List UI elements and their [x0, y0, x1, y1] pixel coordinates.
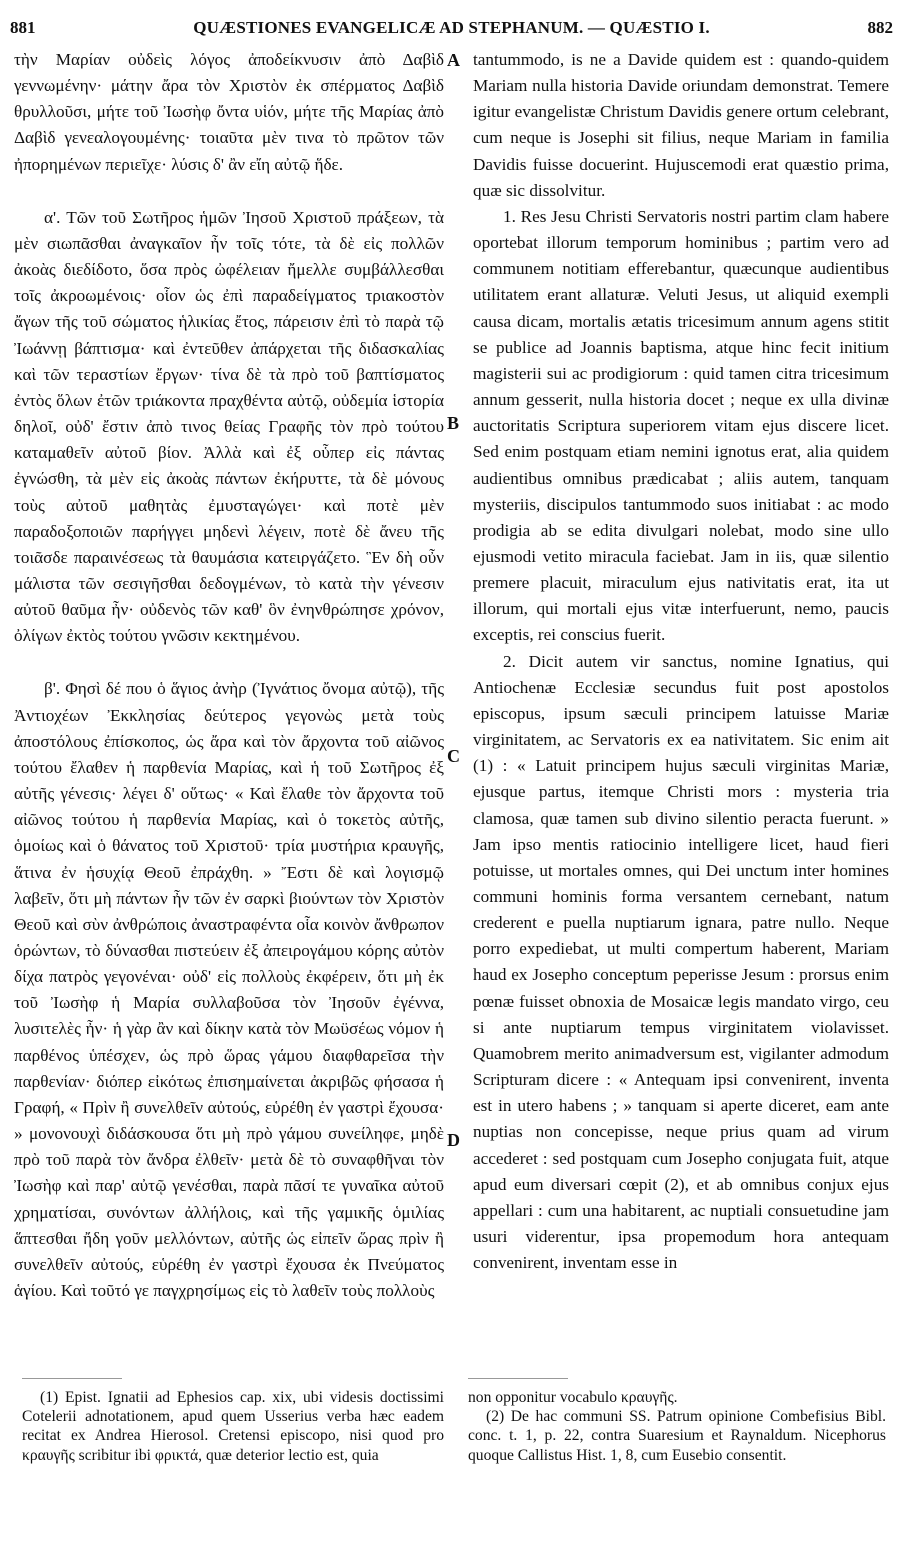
- latin-paragraph: 1. Res Jesu Christi Servatoris nostri partim clam habere oportebat illorum temporum hominibus ; partim vero ad communem notitiam efferebantur, quæcunque audientibus utilitatem erant allaturæ. Veluti Jesus, ut aliquid exempli causa dicam, mortalis ætatis tricesimum annum agens stitit se publice ad Joannis baptisma, atque hinc fecit initium magisterii sui ac prodigiorum : quid tamen citra tricesimum annum gesserit, nulla historia docet ; neque ex ulla divinæ auctoritatis Scriptura superiorem vitam ejus discere licet. Sed enim postquam etiam nemini ignotus erat, alia quidem audientibus omnibus prædicabat ; aliis autem, tanquam mysteriis, discipulos tantummodo suos initiabat : ac modo prodigia ab se edita divulgari nolebat, modo sine ullo ejusmodi vetito miracula faciebat. Jam in iis, quæ silentio premere placuit, miraculum ejus nativitatis erat, ita ut illorum, qui mortali ejus vitæ interfuerunt, nemo, paucis exceptis, rei conscius fuerit.: [473, 206, 889, 645]
- greek-paragraph: α'. Τῶν τοῦ Σωτῆρος ἡμῶν Ἰησοῦ Χριστοῦ πράξεων, τὰ μὲν σιωπᾶσθαι ἀναγκαῖον ἦν τοῖς τότε, τὰ δὲ εἰς πολλῶν ἀκοὰς διεδίδοτο, ὅσα πρὸς ὠφέλειαν ἤμελλε συμβάλλεσθαι τοῖς ἀκροωμένοις· οἷον ὡς ἐπὶ παραδείγματος τριακοστὸν ἄγων τῆς τοῦ σώματος ἡλικίας ἔτος, πάρεισιν ἐπὶ τὸ παρὰ τῷ Ἰωάννῃ βάπτισμα· καὶ ἐντεῦθεν ἀπάρχεται τῆς διδασκαλίας καὶ τῶν τεραστίων ἔργων· τίνα δὲ τὰ πρὸ τοῦ βαπτίσματος ἐντὸς ὅλων ἐτῶν τριάκοντα πραχθέντα αὐτῷ, οὐδεμία ἱστορία δηλοῖ, οὐδ' ἔστιν ἀπὸ τινος θείας Γραφῆς τὸν πρὸ τούτου καταμαθεῖν αὐτοῦ βίον. Ἀλλὰ καὶ ἐξ οὗπερ εἰς πάντας ἐγνώσθη, τὰ μὲν εἰς ἀκοὰς πάντων ἐκήρυττε, τὰ δὲ μόνους τοὺς αὐτοῦ μαθητὰς ἐμυσταγώγει· καὶ ποτὲ μὲν παραδοξοποιῶν παρήγγει μηδενὶ λέγειν, ποτὲ δὲ ἄνευ τῆς τοιᾶσδε παραινέσεως τὰ θαυμάσια κατειργάζετο. Ἓν δὴ οὖν μάλιστα τῶν σεσιγῆσθαι δεδογμένων, τὸ κατὰ τὴν γένεσιν αὐτοῦ θαῦμα ἦν· οὐδενὸς τῶν καθ' ὃν ἐνηνθρώπησε χρόνον, ὀλίγων ἐκτὸς τούτου γνῶσιν κεκτημένου.: [14, 207, 444, 646]
- greek-column: [14, 47, 444, 1304]
- footnotes-left: [22, 1388, 444, 1465]
- running-title: QUÆSTIONES EVANGELICÆ AD STEPHANUM. — QUÆSTIO I.: [193, 18, 710, 37]
- footnote-rule-left: [22, 1378, 122, 1379]
- margin-marker-b: B: [447, 413, 460, 433]
- margin-marker-a: A: [447, 50, 460, 70]
- footnote-continued: non opponitur vocabulo κραυγῆς.: [468, 1389, 678, 1406]
- page-header: [10, 18, 893, 44]
- latin-paragraph: 2. Dicit autem vir sanctus, nomine Ignatius, qui Antiochenæ Ecclesiæ secundus fuit post apostolos episcopus, ipsum sæculi principem latuisse Mariæ virginitatem, ac Servatoris ex ea nativitatem. Sic enim ait (1) : « Latuit principem hujus sæculi virginitas Mariæ, ejusque partus, itemque Christi mors : mysteria tria clamosa, quæ tamen sub divino silentio peracta fuerunt. » Jam ipso mentis ratiocinio intelligere licet, haud fieri potuisse, ut mortales omnes, qui Dei unctum inter homines communi hominis forma versantem cernebant, natum crederent e puella nuptiarum ignara, patre nullo. Neque porro expediebat, ut multi compertum haberent, Mariam haud ex Josepho conceptum peperisse Jesum : prorsus enim pœnæ fuisset obnoxia de Mosaicæ legis mandato virgo, ceu si ante nuptiarum tempus virginitatem violavisset. Quamobrem merito animadversum est, vigilanter admodum Scripturam dicere : « Antequam ipsi convenirent, inventa est in utero habens ; » tanquam si aperte diceret, eam ante nuptias non concepisse, neque prius quam ad virum accederet : sed postquam cum Josepho conjugata fuit, atque apud eum diversari cœpit (2), et ab omnibus conjux ejus appellari : cum una habitarent, ac nuptiali consuetudine jam usuri viderentur, ipsa propemodum hora antequam convenirent, inventam esse in: [473, 651, 889, 1273]
- greek-paragraph: τὴν Μαρίαν οὐδεὶς λόγος ἀποδείκνυσιν ἀπὸ Δαβὶδ γεννωμένην· μάτην ἄρα τὸν Χριστὸν ἐκ σπέρματος Δαβὶδ θρυλλοῦσι, μήτε τοῦ Ἰωσὴφ ὄντα υἱόν, μήτε τῆς Μαρίας ἀπὸ Δαβὶδ γενεαλογουμένης· τοιαῦτα μὲν τινα τὸ πρῶτον τῶν ἠπορημένων περιεῖχε· λύσις δ' ἂν εἴη αὐτῷ ἥδε.: [14, 50, 444, 174]
- footnote: (2) De hac communi SS. Patrum opinione Combefisius Bibl. conc. t. 1, p. 22, contra Suaresium et Raynaldum. Nicephorus quoque Callistus Hist. 1, 8, cum Eusebio consentit.: [468, 1408, 886, 1464]
- page-number-left: 881: [10, 18, 36, 37]
- margin-marker-d: D: [447, 1130, 460, 1150]
- margin-marker-c: C: [447, 746, 460, 766]
- footnote-rule-right: [468, 1378, 568, 1379]
- latin-column: [473, 47, 889, 1276]
- latin-paragraph: tantummodo, is ne a Davide quidem est : quando-quidem Mariam nulla historia Davide oriundam demonstrat. Temere igitur evangelistæ Christum Davidis genere ortum celebrant, cum neque is Josephi sit filius, neque Mariam in familia Davidis fuisse docuerint. Hujuscemodi erat quæstio prima, quæ sic dissolvitur.: [473, 50, 889, 200]
- footnote: (1) Epist. Ignatii ad Ephesios cap. xix, ubi videsis doctissimi Cotelerii adnotationem, apud quem Usserius verba hæc eadem recitat ex Andrea Hierosol. Cretensi episcopo, nisi quod pro κραυγῆς scribitur ibi φρικτά, quæ deterior lectio est, quia: [22, 1389, 444, 1464]
- footnotes-right: [468, 1388, 886, 1465]
- page-number-right: 882: [867, 18, 893, 37]
- greek-paragraph: β'. Φησὶ δέ που ὁ ἅγιος ἀνὴρ (Ἰγνάτιος ὄνομα αὐτῷ), τῆς Ἀντιοχέων Ἐκκλησίας δεύτερος γεγονὼς μετὰ τοὺς ἀποστόλους ἐπίσκοπος, ὡς ἄρα καὶ τὸν ἄρχοντα τοῦ αἰῶνος τούτου ἔλαθεν ἡ παρθενία Μαρίας, καὶ ἡ τοῦ Σωτῆρος ἐξ αὐτῆς γένεσις· λέγει δ' οὕτως· « Καὶ ἔλαθε τὸν ἄρχοντα τοῦ αἰῶνος τούτου ἡ παρθενία Μαρίας, καὶ ὁ τοκετὸς αὐτῆς, ὁμοίως καὶ ὁ θάνατος τοῦ Χριστοῦ· τρία μυστήρια κραυγῆς, ἅτινα ἐν ἡσυχίᾳ Θεοῦ ἐπράχθη. » Ἔστι δὲ καὶ λογισμῷ λαβεῖν, ὅτι μὴ πάντων ἦν τῶν ἐν σαρκὶ βιούντων τὸν Χριστὸν Θεοῦ καὶ σὺν ἀνθρώποις ἀναστραφέντα οἷα κοινὸν ἄνθρωπον ὁρώντων, τὸ δύνασθαι πιστεύειν ἐξ ἀπειρογάμου κόρης αὐτὸν δίχα πατρὸς γεγονέναι· οὐδ' εἰς πολλοὺς ἐκφέρειν, ὅτι μὴ ἐκ τοῦ Ἰωσὴφ ἡ Μαρία συλλαβοῦσα τὸν Ἰησοῦν ἐγέννα, λυσιτελὲς ἦν· ἡ γὰρ ἂν καὶ δίκην κατὰ τὸν Μωϋσέως νόμον ἡ παρθένος ὑπέσχεν, ὡς πρὸ ὥρας γάμου διαφθαρεῖσα τὴν παρθενίαν· διόπερ εἰκότως ἐπισημαίνεται ἀκριβῶς φήσασα ἡ Γραφή, « Πρὶν ἢ συνελθεῖν αὐτούς, εὑρέθη ἐν γαστρὶ ἔχουσα· » μονονουχὶ διδάσκουσα ὅτι μὴ πρὸ γάμου συνείληφε, μηδὲ πρὸ τοῦ παρὰ τὸν ἄνδρα ἐλθεῖν· μετὰ δὲ τὸ συναφθῆναι τὸν Ἰωσὴφ καὶ παρ' αὐτῷ γενέσθαι, παρὰ πᾶσί τε γυναῖκα αὐτοῦ χρηματίσαι, συνόντων ἀλλήλοις, καὶ τῆς γαμικῆς ὁμιλίας ἅπτεσθαι ἤδη γοῦν μελλόντων, αὐτῆς ὡς εἰπεῖν ὥρας πρὶν ἢ συνελθεῖν αὐτούς, εὑρέθη ἐν γαστρὶ ἔχουσα ἐκ Πνεύματος ἁγίου. Καὶ τοῦτό γε παγχρησίμως εἰς τὸ λαθεῖν τοὺς πολλοὺς: [14, 679, 444, 1301]
